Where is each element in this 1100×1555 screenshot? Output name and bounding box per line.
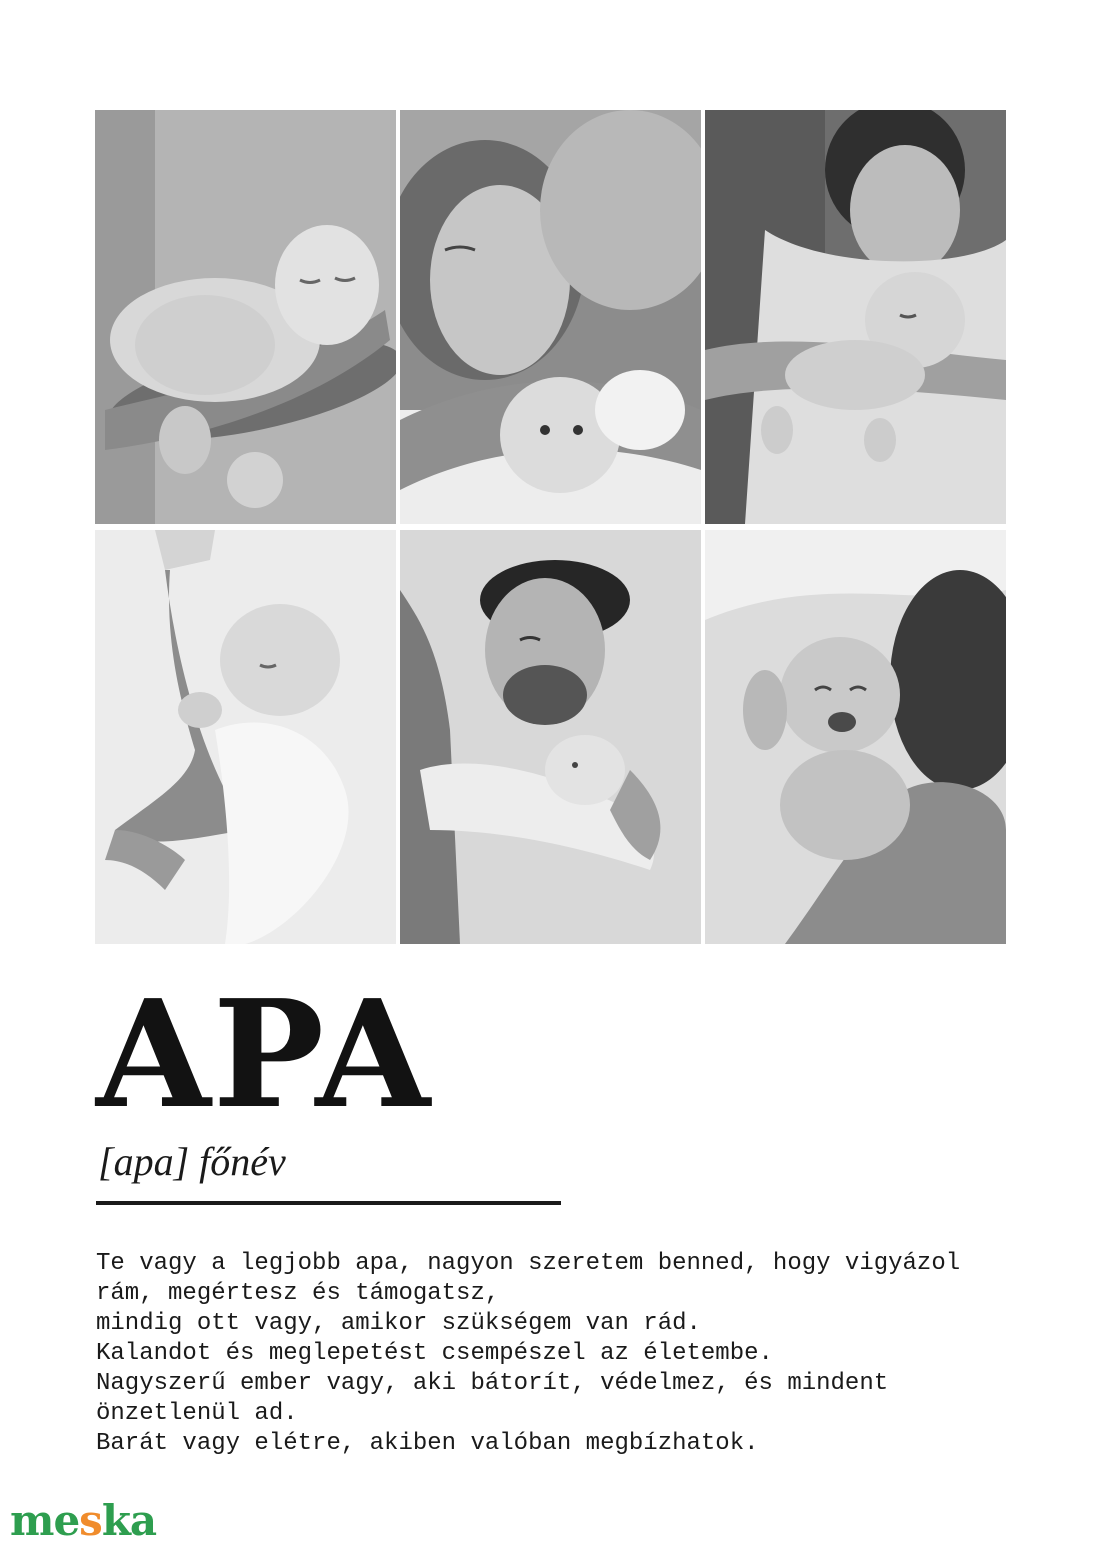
photo-newborn-hugging-arm	[95, 530, 396, 944]
photo-2-image	[400, 110, 701, 524]
photo-father-kissing-newborn	[705, 110, 1006, 524]
photo-laughing-baby-with-father	[705, 530, 1006, 944]
photo-father-holding-newborn	[95, 110, 396, 524]
photo-6-image	[705, 530, 1006, 944]
logo-part-me: me	[10, 1496, 80, 1545]
pronunciation: [apa] főnév	[98, 1139, 286, 1184]
title: APA	[96, 967, 433, 1141]
photo-3-image	[705, 110, 1006, 524]
photo-5-image	[400, 530, 701, 944]
photo-father-smiling-at-baby	[400, 530, 701, 944]
definition-line: Nagyszerű ember vagy, aki bátorít, védelmez, és mindent önzetlenül ad.	[96, 1370, 889, 1427]
photo-father-face-to-face-baby	[400, 110, 701, 524]
definition-line: mindig ott vagy, amikor szükségem van rád.	[96, 1310, 701, 1337]
divider-rule	[96, 1201, 561, 1205]
definition-line: Kalandot és meglepetést csempészel az életembe.	[96, 1340, 773, 1367]
definition-line: Te vagy a legjobb apa, nagyon szeretem benned, hogy vigyázol rám, megértesz és támogatsz,	[96, 1250, 961, 1307]
definition-text	[96, 1249, 1026, 1459]
photo-4-image	[95, 530, 396, 944]
definition-line: Barát vagy elétre, akiben valóban megbízhatok.	[96, 1430, 759, 1457]
meska-logo	[10, 1496, 156, 1546]
photo-1-image	[95, 110, 396, 524]
logo-part-s: s	[79, 1496, 102, 1545]
photo-grid	[95, 110, 1005, 944]
logo-part-ka: ka	[101, 1496, 157, 1545]
